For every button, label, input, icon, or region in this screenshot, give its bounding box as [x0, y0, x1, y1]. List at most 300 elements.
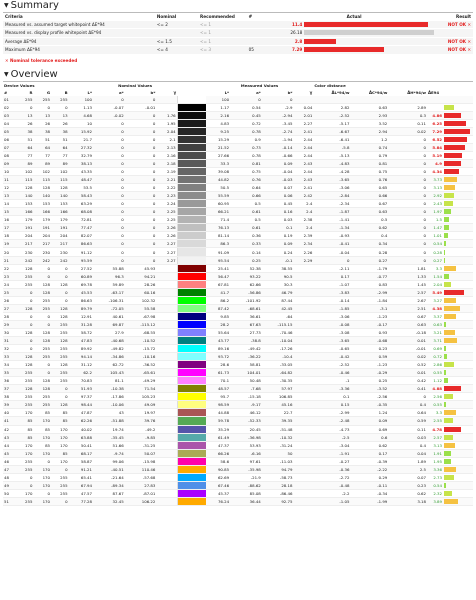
cell-nom-b: 45.93: [125, 264, 157, 272]
cell-nom-l: 69.78: [69, 280, 93, 288]
cell-meas-l: 89.16: [206, 345, 230, 353]
cell-delta-h: 0.11: [388, 119, 427, 127]
cell-num: 45: [3, 449, 16, 457]
cell-nom-a: 0: [93, 216, 125, 224]
delta-e-value: 3.73: [433, 177, 442, 183]
cell-meas-gamma: [293, 393, 313, 401]
cell-nom-l: 58.72: [69, 328, 93, 336]
cell-nom-a: -51.88: [93, 417, 125, 425]
overview-header[interactable]: [0, 69, 476, 81]
cell-b: 128: [51, 337, 69, 345]
color-swatch: [177, 393, 206, 401]
cell-num: 02: [3, 103, 16, 111]
cell-delta-c: 0.81: [350, 159, 388, 167]
cell-delta-c: -1.99: [350, 497, 388, 505]
cell-delta-h: 0.4: [388, 441, 427, 449]
cell-nom-gamma: 2.1: [156, 135, 177, 143]
cell-delta-h: 0.67: [388, 312, 427, 320]
cell-delta-c: 0.79: [350, 151, 388, 159]
delta-e-cell: [427, 192, 473, 200]
cell-delta-l: -1.41: [313, 216, 350, 224]
cell-meas-a: 67.63: [230, 320, 262, 328]
cell-b: 170: [51, 457, 69, 465]
cell-b: 102: [51, 168, 69, 176]
cell-meas-b: -0.04: [262, 168, 294, 176]
color-swatch: [177, 111, 206, 119]
cell-delta-h: [388, 96, 427, 104]
cell-delta-c: 0.6: [350, 433, 388, 441]
cell-meas-gamma: 2.43: [293, 176, 313, 184]
cell-delta-c: 1.24: [350, 409, 388, 417]
cell-nom-gamma: [156, 489, 177, 497]
cell-delta-h: 0.52: [388, 361, 427, 369]
delta-e-bar: [444, 451, 451, 456]
delta-e-cell: [427, 345, 473, 353]
cell-nom-a: -0.07: [93, 103, 125, 111]
delta-e-cell: [427, 409, 473, 417]
delta-e-cell: [427, 369, 473, 377]
cell-r: 255: [16, 497, 34, 505]
cell-delta-l: -1.85: [313, 304, 350, 312]
delta-e-cell: [427, 304, 473, 312]
cell-meas-b: -0.66: [262, 151, 294, 159]
cell-nom-b: -10.52: [125, 337, 157, 345]
delta-e-cell: [427, 320, 473, 328]
cell-b: 128: [51, 280, 69, 288]
cell-meas-a: 0.5: [230, 216, 262, 224]
cell-nom-l: 31.12: [69, 361, 93, 369]
color-swatch: [177, 489, 206, 497]
cell-nom-gamma: [156, 393, 177, 401]
cell-nom-l: 4.68: [69, 111, 93, 119]
cell-meas-gamma: 2.42: [293, 192, 313, 200]
cell-nom-gamma: [156, 433, 177, 441]
overview-row: [3, 425, 473, 433]
cell-g: 85: [33, 441, 51, 449]
cell-meas-b: -0.1: [262, 256, 294, 264]
cell-delta-h: 3.18: [388, 497, 427, 505]
overview-row: [3, 216, 473, 224]
cell-r: 179: [16, 216, 34, 224]
cell-num: 11: [3, 176, 16, 184]
color-swatch: [177, 337, 206, 345]
cell-g: 170: [33, 449, 51, 457]
cell-r: 64: [16, 143, 34, 151]
delta-e-bar: [444, 354, 447, 359]
delta-e-value: 5.49: [432, 289, 442, 295]
cell-r: 0: [16, 288, 34, 296]
cell-nom-gamma: 1.76: [156, 111, 177, 119]
cell-nom-b: -49.2: [125, 425, 157, 433]
cell-b: 255: [51, 353, 69, 361]
cell-nom-l: 72.81: [69, 216, 93, 224]
cell-meas-gamma: [293, 304, 313, 312]
cell-nom-l: 97.37: [69, 393, 93, 401]
cell-delta-l: -1.87: [313, 208, 350, 216]
cell-delta-h: 0.4: [388, 401, 427, 409]
cell-meas-l: 9.85: [206, 312, 230, 320]
cell-meas-l: 95.7: [206, 393, 230, 401]
cell-num: 30: [3, 328, 16, 336]
cell-nom-a: 32.45: [93, 497, 125, 505]
overview-section: [0, 69, 476, 506]
cell-nom-gamma: 2.25: [156, 216, 177, 224]
cell-delta-c: 0.63: [350, 103, 388, 111]
cell-delta-l: -3.04: [313, 441, 350, 449]
cell-num: 34: [3, 361, 16, 369]
delta-e-bar: [444, 362, 454, 367]
cell-nom-a: 0: [93, 176, 125, 184]
cell-meas-a: 0.72: [230, 119, 262, 127]
color-swatch: [177, 449, 206, 457]
overview-title: Overview: [10, 68, 58, 80]
cell-g: 85: [33, 425, 51, 433]
cell-delta-h: 0: [388, 192, 427, 200]
cell-meas-l: 43.77: [206, 337, 230, 345]
cell-delta-h: 0: [388, 151, 427, 159]
cell-nom-b: -15.98: [125, 457, 157, 465]
cell-meas-l: 95.54: [206, 256, 230, 264]
cell-nom-l: 51.93: [69, 385, 93, 393]
overview-row: [3, 240, 473, 248]
cell-nom-l: 86.63: [69, 296, 93, 304]
overview-row: [3, 393, 473, 401]
delta-e-cell: [427, 489, 473, 497]
cell-nom-a: 0: [93, 127, 125, 135]
delta-e-value: 0.55: [433, 370, 442, 376]
cell-meas-b: -33.05: [262, 361, 294, 369]
cell-r: 0: [16, 312, 34, 320]
cell-g: 128: [33, 280, 51, 288]
delta-e-bar: [444, 258, 445, 263]
result-header: Result: [456, 14, 471, 20]
cell-delta-h: 0.11: [388, 425, 427, 433]
collapse-arrow-icon[interactable]: ▼: [4, 2, 9, 9]
cell-delta-l: -1.34: [313, 224, 350, 232]
cell-delta-l: -0.46: [313, 369, 350, 377]
cell-meas-l: 4.83: [206, 119, 230, 127]
delta-e-value: 5.19: [432, 152, 442, 158]
cell-nom-gamma: 2.23: [156, 192, 177, 200]
delta-e-cell: [427, 256, 473, 264]
cell-nom-gamma: [156, 369, 177, 377]
cell-nom-b: 0: [125, 119, 157, 127]
delta-e-bar: [444, 402, 446, 407]
cell-nom-gamma: 2.24: [156, 200, 177, 208]
cell-meas-gamma: 2.4: [293, 208, 313, 216]
cell-meas-b: -70.46: [262, 328, 294, 336]
color-swatch: [177, 288, 206, 296]
cell-delta-h: 0: [388, 393, 427, 401]
cell-delta-l: -2.2: [313, 489, 350, 497]
cell-delta-h: 1.81: [388, 264, 427, 272]
cell-num: 51: [3, 497, 16, 505]
cell-nom-b: -49.29: [125, 377, 157, 385]
delta-e-cell: [427, 119, 473, 127]
cell-num: 26: [3, 296, 16, 304]
cell-delta-c: 0.63: [350, 208, 388, 216]
cell-meas-gamma: 2.26: [293, 248, 313, 256]
cell-r: 0: [16, 296, 34, 304]
cell-meas-l: 27.66: [206, 151, 230, 159]
overview-row: [3, 184, 473, 192]
cell-delta-c: -1.23: [350, 361, 388, 369]
overview-row: [3, 312, 473, 320]
cell-nom-gamma: [156, 449, 177, 457]
cell-meas-gamma: [293, 385, 313, 393]
delta-e-cell: [427, 328, 473, 336]
cell-delta-c: 0.93: [350, 328, 388, 336]
cell-nom-a: 0: [93, 184, 125, 192]
cell-delta-c: -0.39: [350, 457, 388, 465]
cell-delta-h: 1.33: [388, 272, 427, 280]
cell-meas-b: 22.7: [262, 409, 294, 417]
overview-row: [3, 433, 473, 441]
cell-nom-b: 0: [125, 96, 157, 104]
delta-e-bar: [444, 370, 446, 375]
summary-num: 05: [247, 46, 263, 55]
color-swatch: [177, 240, 206, 248]
cell-num: 48: [3, 473, 16, 481]
cell-delta-h: 0.59: [388, 417, 427, 425]
cell-nom-a: 0: [93, 208, 125, 216]
cell-nom-gamma: [156, 264, 177, 272]
cell-meas-l: 71.4: [206, 216, 230, 224]
delta-e-bar: [444, 113, 461, 118]
delta-e-cell: [427, 184, 473, 192]
cell-nom-l: 27.32: [69, 143, 93, 151]
delta-e-value: 3.3: [435, 265, 442, 271]
cell-num: 10: [3, 168, 16, 176]
col-header-r: R: [29, 89, 33, 95]
cell-nom-l: 77.47: [69, 224, 93, 232]
cell-delta-l: 0.17: [313, 272, 350, 280]
cell-delta-c: -2.56: [350, 393, 388, 401]
swatch-spacer: [177, 82, 206, 89]
cell-delta-l: -1.05: [313, 497, 350, 505]
cell-delta-l: -0.65: [313, 345, 350, 353]
cell-meas-b: 45.16: [262, 401, 294, 409]
cell-num: 04: [3, 119, 16, 127]
cell-delta-c: 0.66: [350, 192, 388, 200]
collapse-arrow-icon[interactable]: ▼: [4, 70, 9, 78]
color-swatch: [177, 385, 206, 393]
delta-e-cell: [427, 377, 473, 385]
cell-nom-b: 71.54: [125, 385, 157, 393]
cell-meas-gamma: [293, 417, 313, 425]
cell-delta-c: 0.28: [350, 248, 388, 256]
cell-meas-a: 50.48: [230, 377, 262, 385]
delta-e-value: 0.27: [433, 257, 442, 263]
cell-nom-l: 67.94: [69, 481, 93, 489]
cell-r: 0: [16, 481, 34, 489]
cell-meas-l: 60.95: [206, 200, 230, 208]
color-swatch: [177, 184, 206, 192]
delta-e-value: 1.5: [435, 217, 442, 223]
overview-row: [3, 256, 473, 264]
cell-nom-b: -9.85: [125, 433, 157, 441]
cell-delta-h: 0.02: [388, 127, 427, 135]
cell-meas-b: -31.24: [262, 441, 294, 449]
cell-meas-l: 98.59: [206, 401, 230, 409]
overview-row: [3, 441, 473, 449]
cell-nom-l: 1.13: [69, 103, 93, 111]
cell-nom-gamma: [156, 272, 177, 280]
cell-b: 166: [51, 208, 69, 216]
color-swatch: [177, 353, 206, 361]
cell-meas-a: 0.25: [230, 256, 262, 264]
cell-delta-h: 1.89: [388, 457, 427, 465]
delta-e-cell: [427, 497, 473, 505]
cell-meas-gamma: 2.38: [293, 216, 313, 224]
delta-e-cell: [427, 208, 473, 216]
cell-num: 18: [3, 232, 16, 240]
cell-delta-c: 0.27: [350, 256, 388, 264]
summary-actual-bar: [304, 30, 434, 35]
cell-meas-a: 0.73: [230, 143, 262, 151]
cell-meas-gamma: [293, 264, 313, 272]
cell-r: 128: [16, 304, 34, 312]
cell-meas-b: -2.74: [262, 127, 294, 135]
cell-g: 128: [33, 337, 51, 345]
color-swatch: [177, 465, 206, 473]
cell-meas-b: 0.07: [262, 184, 294, 192]
cell-nom-a: -21.64: [93, 473, 125, 481]
cell-nom-a: 0: [93, 256, 125, 264]
cell-b: 0: [51, 103, 69, 111]
color-swatch: [177, 151, 206, 159]
delta-e-cell: [427, 312, 473, 320]
cell-delta-h: 0: [388, 232, 427, 240]
cell-g: 170: [33, 497, 51, 505]
cell-r: 255: [16, 393, 34, 401]
overview-row: [3, 135, 473, 143]
cell-meas-b: -51.48: [262, 425, 294, 433]
cell-meas-a: 36.44: [230, 497, 262, 505]
delta-e-cell: [427, 353, 473, 361]
cell-delta-c: 0.34: [350, 240, 388, 248]
cell-nom-l: 47.83: [69, 337, 93, 345]
cell-meas-gamma: [293, 425, 313, 433]
cell-delta-l: -0.42: [313, 353, 350, 361]
overview-row: [3, 119, 473, 127]
cell-delta-l: -1: [313, 377, 350, 385]
cell-meas-gamma: [293, 433, 313, 441]
cell-delta-h: 0: [388, 248, 427, 256]
delta-e-bar: [444, 185, 455, 190]
cell-nom-gamma: [156, 457, 177, 465]
delta-e-bar: [444, 427, 461, 432]
cell-nom-l: 38.13: [69, 159, 93, 167]
cell-nom-b: 0: [125, 168, 157, 176]
cell-delta-l: -2.48: [313, 417, 350, 425]
cell-b: 153: [51, 200, 69, 208]
cell-delta-l: -6.41: [313, 135, 350, 143]
cell-b: 85: [51, 409, 69, 417]
delta-e-bar: [444, 290, 464, 295]
cell-g: 170: [33, 473, 51, 481]
cell-g: 255: [33, 345, 51, 353]
cell-meas-b: -0.14: [262, 143, 294, 151]
cell-nom-gamma: 1.95: [156, 119, 177, 127]
cell-meas-b: -2.94: [262, 111, 294, 119]
cell-delta-l: -3.06: [313, 184, 350, 192]
cell-g: 38: [33, 127, 51, 135]
delta-e-bar: [444, 410, 456, 415]
cell-num: 15: [3, 208, 16, 216]
delta-e-bar: [444, 491, 452, 496]
cell-meas-l: 66.26: [206, 449, 230, 457]
cell-r: 128: [16, 184, 34, 192]
cell-delta-c: 0.83: [350, 280, 388, 288]
cell-delta-c: 0.62: [350, 441, 388, 449]
delta-e-value: 0.55: [433, 402, 442, 408]
cell-nom-a: 0: [93, 192, 125, 200]
cell-delta-h: 0.01: [388, 337, 427, 345]
cell-num: 35: [3, 369, 16, 377]
cell-r: 140: [16, 192, 34, 200]
color-swatch: [177, 361, 206, 369]
cell-g: 170: [33, 465, 51, 473]
delta-e-bar: [444, 274, 449, 279]
cell-meas-gamma: 2.44: [293, 151, 313, 159]
cell-num: 25: [3, 288, 16, 296]
cell-nom-gamma: [156, 385, 177, 393]
cell-delta-h: 0.07: [388, 473, 427, 481]
delta-e-value: 0.69: [433, 346, 442, 352]
cell-meas-gamma: 2.34: [293, 240, 313, 248]
summary-title: Summary: [10, 0, 59, 11]
overview-row: [3, 457, 473, 465]
cell-meas-gamma: 2.41: [293, 127, 313, 135]
cell-g: 170: [33, 481, 51, 489]
cell-num: 36: [3, 377, 16, 385]
color-distance-header: Color distance: [314, 82, 346, 88]
cell-meas-b: -30.35: [262, 377, 294, 385]
cell-r: 128: [16, 361, 34, 369]
col-header-meas-gamma: γ: [309, 89, 313, 95]
delta-e-cell: [427, 232, 473, 240]
cell-num: 06: [3, 135, 16, 143]
cell-delta-l: -5.8: [313, 143, 350, 151]
cell-b: 255: [51, 473, 69, 481]
delta-e-value: 0.72: [433, 354, 442, 360]
summary-row: [3, 37, 473, 46]
cell-nom-b: 0: [125, 127, 157, 135]
cell-meas-l: 100: [206, 96, 230, 104]
cell-delta-c: 0.65: [350, 184, 388, 192]
summary-num: [247, 29, 263, 38]
delta-e-bar: [444, 298, 456, 303]
cell-g: 0: [33, 489, 51, 497]
summary-header-row: [3, 13, 473, 21]
overview-row: [3, 409, 473, 417]
cell-meas-b: 46.79: [262, 288, 294, 296]
summary-header[interactable]: [0, 0, 476, 12]
cell-meas-l: 67.81: [206, 280, 230, 288]
cell-nom-b: 0: [125, 232, 157, 240]
color-swatch: [177, 296, 206, 304]
cell-g: 0: [33, 320, 51, 328]
cell-r: 255: [16, 272, 34, 280]
cell-g: 64: [33, 143, 51, 151]
cell-nom-l: 91.12: [69, 248, 93, 256]
cell-r: 242: [16, 256, 34, 264]
cell-delta-l: 0.15: [313, 401, 350, 409]
cell-meas-b: -17.26: [262, 345, 294, 353]
delta-e-bar: [444, 330, 455, 335]
cell-nom-gamma: 2.21: [156, 176, 177, 184]
